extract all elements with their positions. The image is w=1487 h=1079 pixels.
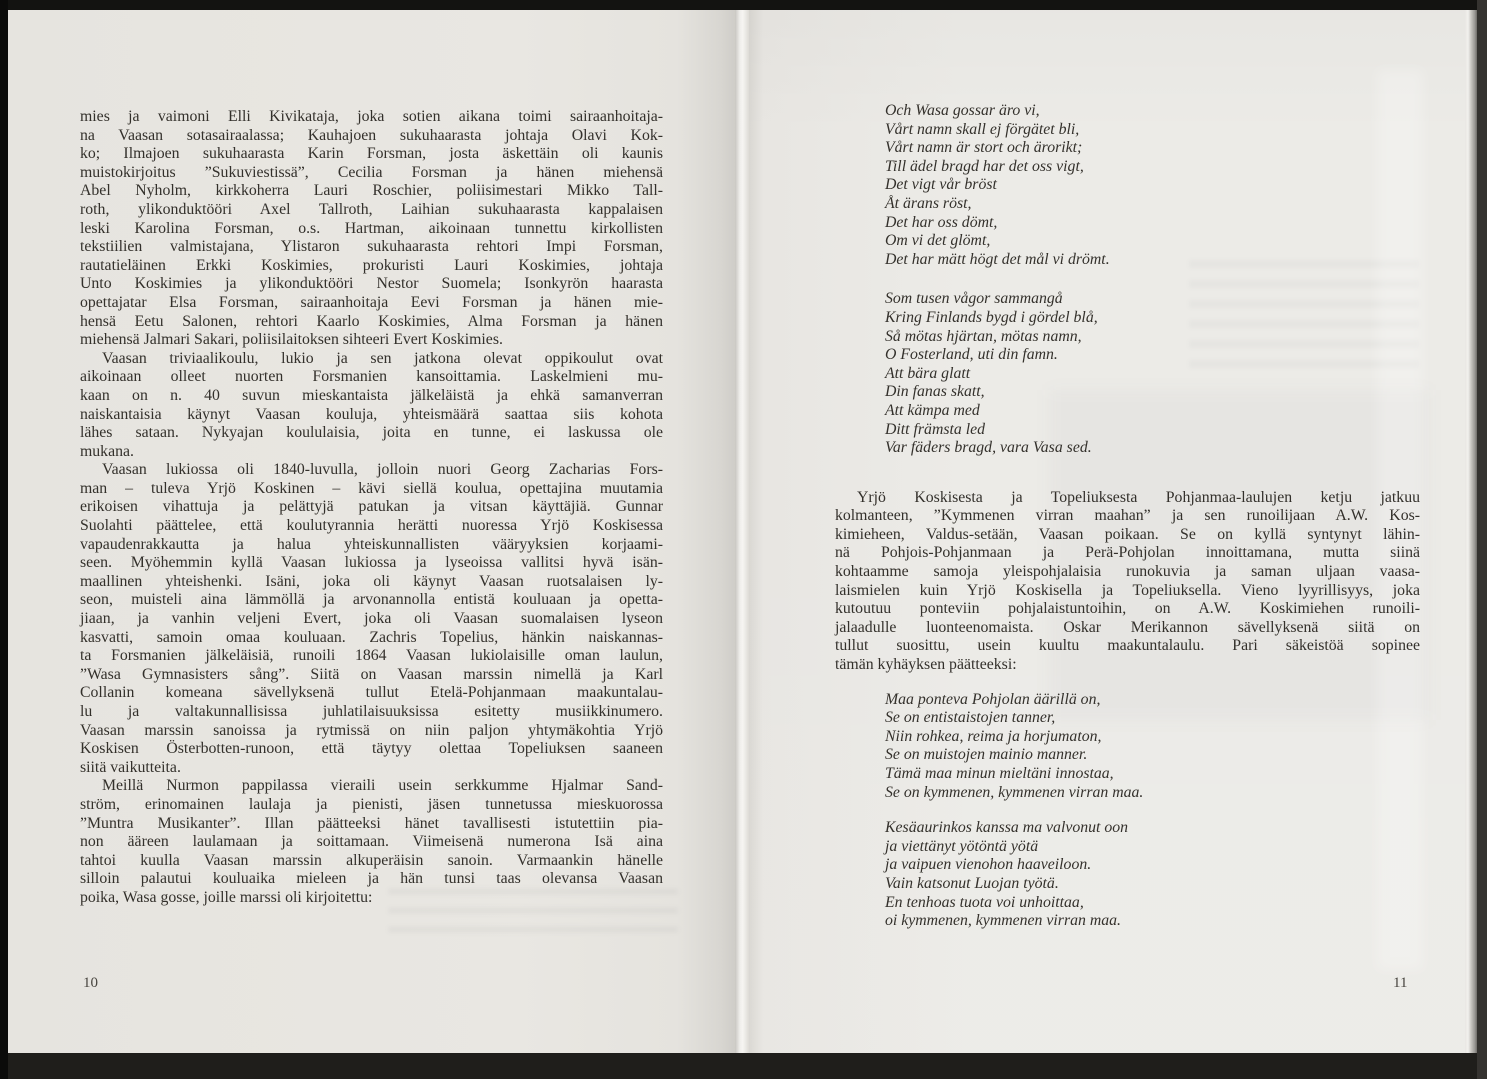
- text-line: Åt ärans röst,: [885, 194, 972, 212]
- text-line: Det har mätt högt det mål vi drömt.: [885, 250, 1110, 268]
- text-line: rautatieläinen Erkki Koskimies, prokuristi Lauri Koskimies, johtaja: [80, 256, 663, 274]
- text-line: man – tuleva Yrjö Koskinen – kävi siellä koulua, opettajina muutamia: [80, 479, 663, 497]
- text-line: O Fosterland, uti din famn.: [885, 346, 1058, 364]
- scan-frame-right: [1477, 0, 1487, 1079]
- text-line: miehensä Jalmari Sakari, poliisilaitoksen sihteeri Evert Koskimies.: [80, 331, 503, 349]
- text-line: kolmanteen, ”Kymmenen virran maahan” ja sen runoilijaan A.W. Kos-: [835, 507, 1420, 525]
- text-line: hensä Eetu Salonen, rehtori Kaarlo Koskimies, Alma Forsman ja hänen: [80, 312, 663, 330]
- text-line: kutoutuu ponteviin pohjalaistuntoihin, on A.W. Koskimiehen runoili-: [835, 600, 1420, 618]
- right-page-number: 11: [1393, 975, 1408, 991]
- text-line: Se on entistaistojen tanner,: [885, 709, 1056, 727]
- text-line: ta Forsmanien jälkeläisiä, runoili 1864 Vaasan lukiolaisille oman laulun,: [80, 647, 663, 665]
- text-line: kohtaamme samoja yleispohjalaisia runokuvia ja saman uljaan vaasa-: [835, 563, 1420, 581]
- scan-frame-left: [0, 0, 8, 1079]
- text-line: kaan on n. 40 suvun mieskantaista jälkeläistä ja ehkä samanverran: [80, 386, 663, 404]
- prose-paragraph: [80, 777, 663, 907]
- text-line: poika, Wasa gosse, joille marssi oli kirjoitettu:: [80, 888, 373, 906]
- text-line: kasvatti, samoin omaa kouluaan. Zachris Topelius, hänkin naiskannas-: [80, 628, 663, 646]
- left-page-text: [80, 108, 663, 908]
- left-page: [8, 10, 735, 1053]
- text-line: Till ädel bragd har det oss vigt,: [885, 157, 1084, 175]
- text-line: Se on muistojen mainio manner.: [885, 746, 1088, 764]
- text-line: laismielen kuin Yrjö Koskisella ja Topeliuksella. Vieno lyyrillisyys, joka: [835, 581, 1420, 599]
- text-line: En tenhoas tuota voi unhoittaa,: [885, 893, 1084, 911]
- text-line: Vårt namn är stort och ärorikt;: [885, 139, 1083, 157]
- text-line: Maa ponteva Pohjolan äärillä on,: [885, 690, 1101, 708]
- prose-paragraph: [80, 350, 663, 462]
- scan-frame-bottom: [0, 1053, 1487, 1079]
- page-gutter: [735, 10, 749, 1053]
- poem-stanza: [835, 691, 1420, 803]
- text-line: tekstiilien valmistajana, Ylistaron sukuhaarasta rehtori Impi Forsman,: [80, 238, 663, 256]
- poem-stanza: [835, 819, 1420, 931]
- text-line: Det har oss dömt,: [885, 213, 998, 231]
- text-line: Som tusen vågor sammangå: [885, 290, 1063, 308]
- text-line: Se on kymmenen, kymmenen virran maa.: [885, 783, 1144, 801]
- text-line: lähes sataan. Nykyajan koululaisia, joita en tunne, ei laskussa ole: [80, 424, 663, 442]
- text-line: Vaasan lukiossa oli 1840-luvulla, jolloin nuori Georg Zacharias Fors-: [102, 461, 663, 479]
- text-line: tullut suosittu, usein kuultu maakuntalaulu. Pari säkeistöä sopinee: [835, 637, 1420, 655]
- text-line: non ääreen laulamaan ja soittamaan. Viimeisenä numerona Isä aina: [80, 833, 663, 851]
- text-line: Vaasan marssin sanoissa ja rytmissä on niin paljon yhtymäkohtia Yrjö: [80, 721, 663, 739]
- text-line: jalaadulle luonteenomaista. Oskar Merikannon sävellyksenä siitä on: [835, 618, 1420, 636]
- text-line: erikoisen vihattuja ja pelättyjä patukan ja vitsan käyttäjiä. Gunnar: [80, 498, 663, 516]
- text-line: aikoinaan olleet nuorten Forsmanien kansoittamia. Laskelmieni mu-: [80, 368, 663, 386]
- text-line: Koskisen Österbotten-runoon, että täytyy olettaa Topeliuksen saaneen: [80, 740, 663, 758]
- text-line: Vaasan triviaalikoulu, lukio ja sen jatkona olevat oppikoulut ovat: [102, 349, 663, 367]
- text-line: Abel Nyholm, kirkkoherra Lauri Roschier, poliisimestari Mikko Tall-: [80, 182, 663, 200]
- text-line: silloin palautui kouluaika mieleen ja hän tunsi taas olevansa Vaasan: [80, 870, 663, 888]
- right-page: [749, 10, 1465, 1053]
- left-page-number: 10: [83, 975, 98, 991]
- text-line: siitä vaikutteita.: [80, 758, 181, 776]
- text-line: Det vigt vår bröst: [885, 176, 997, 194]
- text-line: Om vi det glömt,: [885, 232, 991, 250]
- text-line: Collanin komeana sävellyksenä tullut Etelä-Pohjanmaan maakuntalau-: [80, 684, 663, 702]
- prose-paragraph: [80, 108, 663, 350]
- text-line: Vain katsonut Luojan työtä.: [885, 874, 1059, 892]
- text-line: Vårt namn skall ej förgätet bli,: [885, 120, 1080, 138]
- prose-paragraph: [80, 461, 663, 777]
- text-line: Suolahti päättelee, että koulutyrannia herätti nuoressa Yrjö Koskisessa: [80, 517, 663, 535]
- text-line: lu ja valtakunnallisissa juhlatilaisuuksissa esitetty musiikkinumero.: [80, 703, 663, 720]
- poem-stanza: [835, 102, 1420, 269]
- text-line: nä Pohjois-Pohjanmaan ja Perä-Pohjolan innoittamana, mutta siinä: [835, 544, 1420, 562]
- text-line: maallinen yhteishenki. Isäni, joka oli käynyt Vaasan ruotsalaisen ly-: [80, 572, 663, 590]
- text-line: mies ja vaimoni Elli Kivikataja, joka sotien aikana toimi sairaanhoitaja-: [80, 108, 663, 125]
- text-line: Unto Koskimies ja ylikonduktööri Nestor Suomela; Isonkyrön haarasta: [80, 275, 663, 293]
- prose-paragraph: [835, 489, 1420, 675]
- text-line: vapaudenrakkautta ja halua yhteiskunnallisten vääryyksien korjaami-: [80, 535, 663, 553]
- text-line: ström, erinomainen laulaja ja pienisti, jäsen tunnetussa mieskuorossa: [80, 795, 663, 813]
- text-line: seon, muisteli aina lämmöllä ja arvonannolla entistä kouluaan ja opetta-: [80, 591, 663, 609]
- scan-frame-top: [0, 0, 1487, 10]
- text-line: tämän kyhäyksen päätteeksi:: [835, 656, 1017, 674]
- page-stack-edge: [1465, 10, 1477, 1053]
- text-line: opettajatar Elsa Forsman, sairaanhoitaja Eevi Forsman ja hänen mie-: [80, 293, 663, 311]
- text-line: ”Muntra Musikanter”. Illan päätteeksi hänet tavallisesti istutettiin pia-: [80, 814, 663, 832]
- text-line: Niin rohkea, reima ja horjumaton,: [885, 727, 1102, 745]
- text-line: Att kämpa med: [885, 401, 980, 419]
- text-line: Din fanas skatt,: [885, 383, 985, 401]
- text-line: ja viettänyt yötöntä yötä: [885, 837, 1039, 855]
- right-page-text: [835, 102, 1420, 931]
- text-line: Var fäders bragd, vara Vasa sed.: [885, 439, 1092, 457]
- text-line: Kring Finlands bygd i gördel blå,: [885, 308, 1098, 326]
- text-line: ko; Ilmajoen sukuhaarasta Karin Forsman, josta äskettäin oli kaunis: [80, 145, 663, 163]
- text-line: Att bära glatt: [885, 364, 971, 382]
- text-line: Yrjö Koskisesta ja Topeliuksesta Pohjanmaa-laulujen ketju jatkuu: [857, 488, 1420, 506]
- text-line: naiskantaisia käynyt Vaasan kouluja, yhteismäärä saattaa siis kohota: [80, 405, 663, 423]
- text-line: ”Wasa Gymnasisters sång”. Siitä on Vaasan marssin nimellä ja Karl: [80, 665, 663, 683]
- text-line: Ditt främsta led: [885, 420, 986, 438]
- text-line: leski Karolina Forsman, o.s. Hartman, aikoinaan tunnettu kirkollisten: [80, 219, 663, 237]
- text-line: Kesäaurinkos kanssa ma valvonut oon: [885, 819, 1129, 837]
- poem-stanza: [835, 290, 1420, 457]
- text-line: Tämä maa minun mieltäni innostaa,: [885, 765, 1114, 782]
- text-line: Och Wasa gossar äro vi,: [885, 102, 1040, 119]
- text-line: seen. Myöhemmin kyllä Vaasan lukiossa ja lyseoissa vallitsi hyvä isän-: [80, 554, 663, 572]
- text-line: mukana.: [80, 442, 134, 460]
- text-line: ja vaipuen vienohon haaveiloon.: [885, 856, 1092, 874]
- text-line: jiaan, ja vanhin veljeni Evert, joka oli Vaasan suomalaisen lyseon: [80, 610, 663, 628]
- text-line: oi kymmenen, kymmenen virran maa.: [885, 912, 1121, 930]
- text-line: tahtoi kuulla Vaasan marssin alkuperäisin sanoin. Varmaankin hänelle: [80, 851, 663, 869]
- text-line: na Vaasan sotasairaalassa; Kauhajoen sukuhaarasta johtaja Olavi Kok-: [80, 126, 663, 144]
- text-line: roth, ylikonduktööri Axel Tallroth, Laihian sukuhaarasta kappalaisen: [80, 200, 663, 218]
- text-line: kimieheen, Valdus-setään, Vaasan poikaan. Se on kyllä syntynyt lähin-: [835, 525, 1420, 543]
- text-line: Meillä Nurmon pappilassa vieraili usein serkkumme Hjalmar Sand-: [102, 777, 663, 795]
- text-line: muistokirjoitus ”Sukuviestissä”, Cecilia Forsman ja hänen miehensä: [80, 163, 663, 181]
- text-line: Så mötas hjärtan, mötas namn,: [885, 327, 1082, 345]
